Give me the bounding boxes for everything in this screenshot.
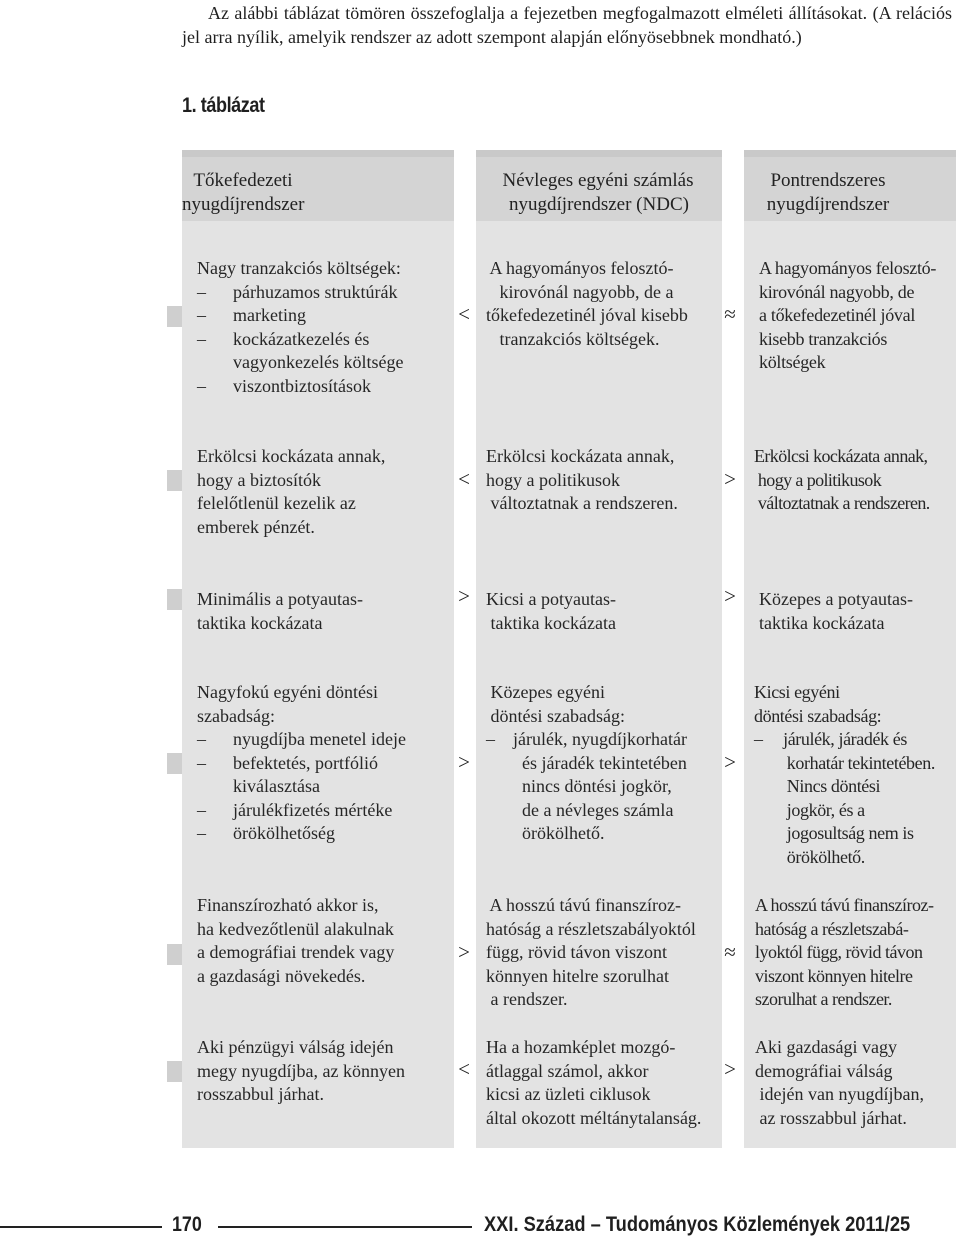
cell-line: A hosszú távú finanszíroz- xyxy=(486,895,681,915)
cell-line: – nyugdíjba menetel ideje xyxy=(197,729,406,749)
header-points-system xyxy=(744,169,912,216)
cell-line: Erkölcsi kockázata annak, xyxy=(197,446,386,466)
relation-sign: < xyxy=(458,1057,470,1081)
row-marker xyxy=(167,753,182,774)
cell-line: jogkör, és a xyxy=(754,799,865,820)
cell-line: viszont könnyen hitelre xyxy=(755,965,913,986)
cell-line: szorulhat a rendszer. xyxy=(755,989,892,1009)
cell-line: taktika kockázata xyxy=(197,612,323,633)
cell-line: kicsi az üzleti ciklusok xyxy=(486,1084,651,1104)
cell-line: Nagyfokú egyéni döntési xyxy=(197,682,378,702)
header-capital-funded xyxy=(182,169,304,216)
cell-line: változtatnak a rendszeren. xyxy=(754,493,930,513)
cell-line: taktika kockázata xyxy=(486,612,616,633)
cell-line: Aki pénzügyi válság idején xyxy=(197,1037,394,1057)
cell-line: örökölhető. xyxy=(754,846,865,867)
cell-line: kirovónál nagyobb, de xyxy=(759,281,915,302)
cell-line: – kockázatkezelés és xyxy=(197,328,370,349)
cell-line: örökölhető. xyxy=(486,823,605,843)
relation-sign: > xyxy=(724,750,736,774)
cell-line: Minimális a potyautas- xyxy=(197,589,363,609)
cell-line: Erkölcsi kockázata annak, xyxy=(754,446,928,466)
relation-sign: > xyxy=(724,467,736,491)
relation-sign: < xyxy=(458,302,470,326)
cell-line: – járulék, nyugdíjkorhatár xyxy=(486,729,687,749)
cell-row5-col1 xyxy=(197,894,394,988)
cell-line: Kicsi egyéni xyxy=(754,682,840,702)
cell-line: hatóság a részletszabályoktól xyxy=(486,918,696,939)
cell-line: Finanszírozható akkor is, xyxy=(197,895,379,915)
cell-line: kisebb tranzakciós xyxy=(759,328,888,349)
cell-line: korhatár tekintetében. xyxy=(754,752,935,773)
row-marker xyxy=(167,944,182,965)
cell-line: Nagy tranzakciós költségek: xyxy=(197,258,401,278)
cell-line: döntési szabadság: xyxy=(754,705,882,726)
header-line: Névleges egyéni számlás xyxy=(502,170,694,191)
cell-line: de a névleges számla xyxy=(486,799,674,820)
cell-line: ha kedvezőtlenül alakulnak xyxy=(197,918,394,939)
header-line: Tőkefedezeti xyxy=(193,170,293,191)
cell-row4-col2 xyxy=(486,681,687,846)
relation-sign: > xyxy=(724,584,736,608)
cell-line: taktika kockázata xyxy=(759,612,885,633)
cell-row2-col3 xyxy=(754,445,930,516)
relation-sign: > xyxy=(458,584,470,608)
cell-line: Nincs döntési xyxy=(754,776,881,796)
header-line: nyugdíjrendszer xyxy=(182,193,305,215)
cell-line: kiválasztása xyxy=(197,776,320,796)
footer-rule-middle xyxy=(218,1226,472,1228)
cell-line: hatóság a részletszabá- xyxy=(755,918,909,939)
cell-line: – járulékfizetés mértéke xyxy=(197,799,393,820)
header-line: Pontrendszeres xyxy=(770,170,886,191)
cell-line: Kicsi a potyautas- xyxy=(486,589,616,609)
cell-line: – párhuzamos struktúrák xyxy=(197,281,398,302)
row-marker xyxy=(167,306,182,327)
cell-line: felelőtlenül kezelik az xyxy=(197,493,356,513)
cell-row6-col3 xyxy=(755,1036,924,1130)
cell-line: költségek xyxy=(759,352,826,372)
relation-sign: > xyxy=(458,940,470,964)
intro-paragraph: Az alábbi táblázat tömören összefoglalja a fejezetben megfogalmazott elméleti állításokat. (A relációs jel arra nyílik, amelyik rendszer az adott szempont alapján előnyösebbnek mondható.) xyxy=(182,3,952,47)
footer-rule-left xyxy=(0,1226,162,1228)
cell-line: rosszabbul járhat. xyxy=(197,1084,324,1104)
header-strip xyxy=(182,150,454,157)
cell-row2-col1 xyxy=(197,445,385,539)
cell-line: nincs döntési jogkör, xyxy=(486,776,672,796)
relation-sign: > xyxy=(458,750,470,774)
cell-line: tőkefedezetinél jóval kisebb xyxy=(486,305,688,325)
row-marker xyxy=(167,589,182,610)
cell-line: a gazdasági növekedés. xyxy=(197,965,366,986)
cell-row1-col3 xyxy=(759,257,936,375)
cell-row4-col3 xyxy=(754,681,935,869)
cell-row6-col1 xyxy=(197,1036,405,1107)
cell-line: Aki gazdasági vagy xyxy=(755,1037,897,1057)
cell-line: vagyonkezelés költsége xyxy=(197,352,404,372)
cell-line: tranzakciós költségek. xyxy=(486,328,660,349)
header-strip xyxy=(744,150,956,157)
cell-line: A hagyományos felosztó- xyxy=(759,258,937,278)
cell-line: által okozott méltánytalanság. xyxy=(486,1107,702,1128)
cell-row1-col2 xyxy=(486,257,688,351)
cell-line: Közepes egyéni xyxy=(486,682,605,702)
cell-line: Közepes a potyautas- xyxy=(759,589,913,609)
cell-line: A hosszú távú finanszíroz- xyxy=(755,895,934,915)
cell-line: – örökölhetőség xyxy=(197,823,335,843)
cell-line: emberek pénzét. xyxy=(197,516,315,537)
cell-line: hogy a politikusok xyxy=(754,469,882,490)
cell-line: változtatnak a rendszeren. xyxy=(486,493,678,513)
cell-line: döntési szabadság: xyxy=(486,705,625,726)
cell-line: megy nyugdíjba, az könnyen xyxy=(197,1060,405,1081)
cell-line: a demográfiai trendek vagy xyxy=(197,942,395,962)
cell-row3-col3 xyxy=(759,588,913,635)
row-marker xyxy=(167,1061,182,1082)
journal-title: XXI. Század – Tudományos Közlemények 2011/25 xyxy=(484,1213,911,1236)
cell-row3-col1 xyxy=(197,588,363,635)
cell-row2-col2 xyxy=(486,445,678,516)
page-number: 170 xyxy=(172,1213,202,1236)
cell-line: A hagyományos felosztó- xyxy=(486,258,674,278)
cell-row3-col2 xyxy=(486,588,616,635)
cell-row1-col1 xyxy=(197,257,403,398)
header-line: nyugdíjrendszer xyxy=(766,193,890,215)
cell-line: – marketing xyxy=(197,305,306,325)
cell-line: átlaggal számol, akkor xyxy=(486,1060,649,1081)
cell-line: függ, rövid távon viszont xyxy=(486,942,667,962)
cell-row4-col1 xyxy=(197,681,406,846)
relation-sign: < xyxy=(458,467,470,491)
cell-row5-col2 xyxy=(486,894,696,1012)
table-title: 1. táblázat xyxy=(182,94,265,117)
cell-line: könnyen hitelre szorulhat xyxy=(486,965,669,986)
cell-line: szabadság: xyxy=(197,705,275,726)
cell-line: lyoktól függ, rövid távon xyxy=(755,942,923,962)
cell-line: – viszontbiztosítások xyxy=(197,375,371,396)
cell-line: jogosultság nem is xyxy=(754,823,914,843)
cell-line: hogy a politikusok xyxy=(486,469,620,490)
cell-line: a tőkefedezetinél jóval xyxy=(759,305,916,325)
cell-line: idején van nyugdíjban, xyxy=(755,1084,924,1104)
cell-line: az rosszabbul járhat. xyxy=(755,1107,907,1128)
cell-line: kirovónál nagyobb, de a xyxy=(486,281,674,302)
cell-line: demográfiai válság xyxy=(755,1060,893,1081)
cell-line: Ha a hozamképlet mozgó- xyxy=(486,1037,676,1057)
cell-line: – járulék, járadék és xyxy=(754,729,907,749)
cell-line: a rendszer. xyxy=(486,989,568,1009)
cell-row6-col2 xyxy=(486,1036,701,1130)
cell-line: Erkölcsi kockázata annak, xyxy=(486,446,675,466)
cell-line: és járadék tekintetében xyxy=(486,752,687,773)
cell-line: hogy a biztosítók xyxy=(197,469,321,490)
header-line: nyugdíjrendszer (NDC) xyxy=(509,193,689,215)
cell-row5-col3 xyxy=(755,894,933,1012)
header-strip xyxy=(476,150,722,157)
relation-sign: ≈ xyxy=(724,940,736,964)
relation-sign: ≈ xyxy=(724,302,736,326)
cell-line: – befektetés, portfólió xyxy=(197,752,378,773)
header-ndc xyxy=(476,169,722,216)
row-marker xyxy=(167,470,182,491)
relation-sign: > xyxy=(724,1057,736,1081)
